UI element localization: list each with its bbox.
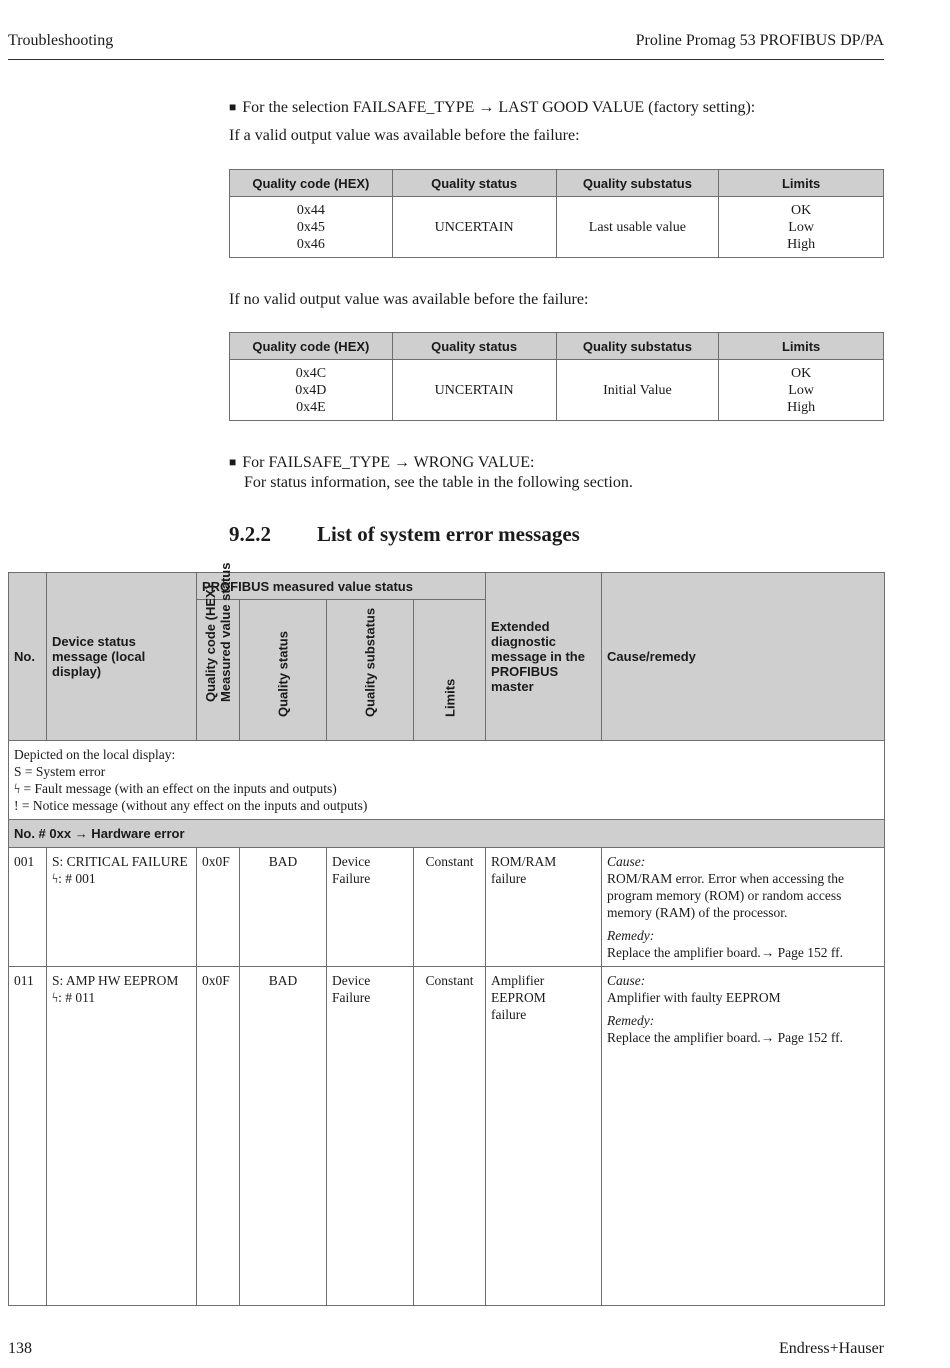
- cause-remedy: [602, 967, 885, 1306]
- cause-label: Cause:: [607, 973, 646, 988]
- col-quality-status: [240, 600, 327, 741]
- rot-label-line1: Quality code (HEX): [203, 584, 218, 702]
- para-no-valid-value: If no valid output value was available before the failure:: [229, 291, 589, 308]
- quality-table-initial-value: [229, 332, 884, 421]
- quality-code: 0x0F: [197, 848, 240, 967]
- cause-label: Cause:: [607, 854, 646, 869]
- code-value: 0x4D: [295, 382, 327, 398]
- limits: Constant: [414, 848, 486, 967]
- col-quality-substatus: Quality substatus: [556, 333, 719, 360]
- legend-line: ! = Notice message (without any effect on the inputs and outputs): [14, 798, 368, 813]
- quality-codes-cell: [230, 197, 393, 258]
- remedy-text: Replace the amplifier board.→ Page 152 ff.: [607, 945, 843, 960]
- col-quality-substatus: Quality substatus: [556, 170, 719, 197]
- table-row: [9, 967, 885, 1306]
- rot-label-line2: Measured value status: [218, 562, 233, 702]
- col-limits: Limits: [719, 333, 884, 360]
- limit-value: High: [787, 399, 816, 415]
- col-quality-code: Quality code (HEX): [230, 170, 393, 197]
- section-heading: [229, 522, 580, 547]
- device-status-message: [47, 967, 197, 1306]
- col-limits: Limits: [719, 170, 884, 197]
- remedy-text: Replace the amplifier board.→ Page 152 ff.: [607, 1030, 843, 1045]
- limit-value: Low: [788, 219, 814, 235]
- limit-value: OK: [791, 202, 812, 218]
- col-quality-status: Quality status: [392, 333, 556, 360]
- cause-remedy: [602, 848, 885, 967]
- quality-code: 0x0F: [197, 967, 240, 1306]
- quality-codes-cell: [230, 360, 393, 421]
- col-quality-substatus: [327, 600, 414, 741]
- extended-diagnostic: [486, 848, 602, 967]
- col-limits: [414, 600, 486, 741]
- rot-label: Quality substatus: [362, 607, 378, 717]
- col-cause-remedy: Cause/remedy: [602, 573, 885, 741]
- extended-line: ROM/RAM: [491, 854, 557, 869]
- bullet-sub: For status information, see the table in the following section.: [244, 474, 633, 491]
- legend-line: Depicted on the local display:: [14, 747, 176, 762]
- limits-cell: [719, 360, 884, 421]
- rot-label: Limits: [442, 678, 458, 717]
- table-row: [9, 848, 885, 967]
- page-number: 138: [8, 1340, 32, 1357]
- quality-status: BAD: [240, 848, 327, 967]
- group-row-hardware: [9, 820, 885, 848]
- extended-line: Amplifier EEPROM: [491, 973, 546, 1005]
- quality-status-cell: UNCERTAIN: [392, 360, 556, 421]
- extended-diagnostic: [486, 967, 602, 1306]
- quality-status-cell: UNCERTAIN: [392, 197, 556, 258]
- quality-substatus-cell: Initial Value: [556, 360, 719, 421]
- limit-value: Low: [788, 382, 814, 398]
- code-value: 0x46: [296, 236, 325, 252]
- cause-text: ROM/RAM error. Error when accessing the program memory (ROM) or random access memory (RAM) of the processor.: [607, 871, 844, 920]
- col-extended-diagnostic: Extended diagnostic message in the PROFIBUS master: [486, 573, 602, 741]
- remedy-label: Remedy:: [607, 1013, 655, 1028]
- quality-substatus-cell: Last usable value: [556, 197, 719, 258]
- extended-line: failure: [491, 1007, 527, 1022]
- section-number: 9.2.2: [229, 522, 271, 546]
- col-no: No.: [9, 573, 47, 741]
- code-value: 0x4C: [295, 365, 327, 381]
- message-line: S: CRITICAL FAILURE: [52, 854, 188, 869]
- limits: Constant: [414, 967, 486, 1306]
- legend-row: [9, 741, 885, 820]
- device-status-message: [47, 848, 197, 967]
- header-product-title: Proline Promag 53 PROFIBUS DP/PA: [635, 32, 884, 49]
- code-value: 0x4E: [296, 399, 326, 415]
- message-line: ϟ: # 011: [52, 990, 96, 1005]
- remedy-label: Remedy:: [607, 928, 655, 943]
- limits-cell: [719, 197, 884, 258]
- col-quality-status: Quality status: [392, 170, 556, 197]
- footer-brand: Endress+Hauser: [779, 1340, 884, 1357]
- message-line: S: AMP HW EEPROM: [52, 973, 179, 988]
- col-quality-code: [197, 562, 240, 741]
- quality-status: BAD: [240, 967, 327, 1306]
- quality-substatus: Device Failure: [327, 848, 414, 967]
- legend-line: S = System error: [14, 764, 106, 779]
- group-label: No. # 0xx → Hardware error: [9, 820, 885, 848]
- bullet-text: ■ For the selection FAILSAFE_TYPE → LAST GOOD VALUE (factory setting):: [229, 98, 755, 118]
- bullet-sub: If a valid output value was available before the failure:: [229, 127, 580, 144]
- limit-value: High: [787, 236, 816, 252]
- message-line: ϟ: # 001: [52, 871, 96, 886]
- quality-table-last-usable: [229, 169, 884, 258]
- code-value: 0x45: [296, 219, 325, 235]
- rot-label: Quality status: [275, 631, 291, 717]
- section-title: List of system error messages: [317, 522, 580, 546]
- extended-line: failure: [491, 871, 527, 886]
- header-rule: [8, 59, 884, 60]
- table-row: [230, 360, 884, 421]
- limit-value: OK: [791, 365, 812, 381]
- table-row: [230, 197, 884, 258]
- bullet-wrong-value: [229, 453, 633, 493]
- legend-line: ϟ = Fault message (with an effect on the inputs and outputs): [14, 781, 337, 796]
- col-quality-code: Quality code (HEX): [230, 333, 393, 360]
- bullet-text: ■ For FAILSAFE_TYPE → WRONG VALUE:: [229, 453, 633, 473]
- error-no: 011: [9, 967, 47, 1306]
- legend-cell: [9, 741, 885, 820]
- code-value: 0x44: [296, 202, 325, 218]
- quality-substatus: Device Failure: [327, 967, 414, 1306]
- bullet-last-good-value: [229, 98, 755, 146]
- system-error-table: [8, 562, 885, 1306]
- cause-text: Amplifier with faulty EEPROM: [607, 990, 781, 1005]
- header-section-title: Troubleshooting: [8, 32, 114, 49]
- col-group-profibus: PROFIBUS measured value status: [197, 573, 486, 600]
- col-device-status: Device status message (local display): [47, 573, 197, 741]
- error-no: 001: [9, 848, 47, 967]
